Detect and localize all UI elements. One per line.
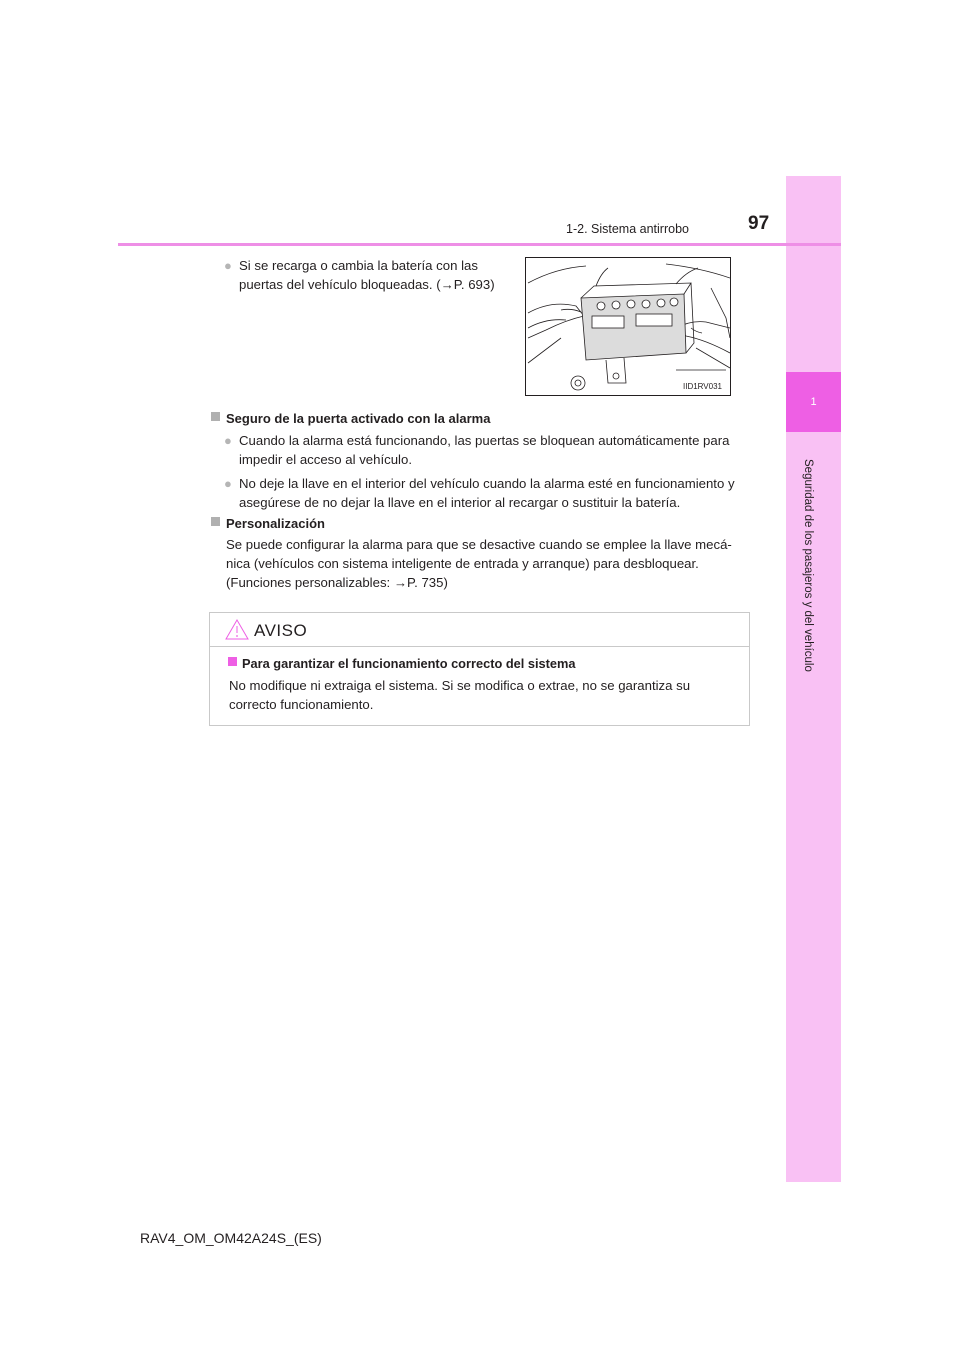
alarm-bullet-2 xyxy=(224,474,750,512)
page-number: 97 xyxy=(748,213,770,234)
bullet-dot-icon: ● xyxy=(224,258,232,273)
section-heading-customization xyxy=(226,516,325,531)
chapter-title: Seguridad de los pasajeros y del vehículo xyxy=(802,458,814,672)
document-code: RAV4_OM_OM42A24S_(ES) xyxy=(140,1230,322,1246)
header-divider xyxy=(118,243,841,246)
bullet-dot-icon: ● xyxy=(224,433,232,448)
intro-bullet-line: Si se recarga o cambia la batería con las xyxy=(239,258,478,273)
warning-line: No modifique ni extraiga el sistema. Si se modifica o extrae, no se garantiza su xyxy=(229,678,691,693)
warning-heading-text: Para garantizar el funcionamiento correcto del sistema xyxy=(242,656,576,671)
chapter-number-tab xyxy=(786,372,841,432)
battery-drawing xyxy=(526,258,731,396)
bullet-dot-icon: ● xyxy=(224,476,232,491)
section-heading-text: Seguro de la puerta activado con la alarma xyxy=(226,411,491,426)
bullet-line: asegúrese de no dejar la llave en el interior al recargar o sustituir la batería. xyxy=(239,495,681,510)
warning-triangle-icon xyxy=(225,619,249,640)
square-bullet-icon xyxy=(228,657,237,666)
warning-line: correcto funcionamiento. xyxy=(229,697,374,712)
paragraph-line: Se puede configurar la alarma para que se desactive cuando se emplee la llave mecá- xyxy=(226,537,732,552)
bullet-line: Cuando la alarma está funcionando, las puertas se bloquean automáticamente para xyxy=(239,433,730,448)
warning-header xyxy=(210,613,749,647)
figure-code: IID1RV031 xyxy=(683,382,722,391)
warning-text xyxy=(229,676,739,714)
warning-heading xyxy=(242,656,576,671)
warning-box xyxy=(209,612,750,726)
paragraph-line: nica (vehículos con sistema inteligente de entrada y arranque) para desbloquear. xyxy=(226,556,699,571)
section-heading-text: Personalización xyxy=(226,516,325,531)
alarm-bullet-1 xyxy=(224,431,750,469)
battery-illustration xyxy=(525,257,731,396)
warning-title: AVISO xyxy=(254,621,308,640)
square-bullet-icon xyxy=(211,517,220,526)
intro-bullet-line: puertas del vehículo bloqueadas. (→P. 693) xyxy=(239,277,495,292)
chapter-number: 1 xyxy=(810,396,817,408)
paragraph-line: (Funciones personalizables: →P. 735) xyxy=(226,575,448,590)
square-bullet-icon xyxy=(211,412,220,421)
section-title: 1-2. Sistema antirrobo xyxy=(566,222,689,236)
customization-paragraph xyxy=(226,535,751,592)
bullet-line: impedir el acceso al vehículo. xyxy=(239,452,412,467)
intro-bullet xyxy=(224,256,514,294)
section-heading-alarm-lock xyxy=(226,411,490,426)
bullet-line: No deje la llave en el interior del vehículo cuando la alarma esté en funcionamiento y xyxy=(239,476,735,491)
chapter-title-container xyxy=(800,440,816,690)
